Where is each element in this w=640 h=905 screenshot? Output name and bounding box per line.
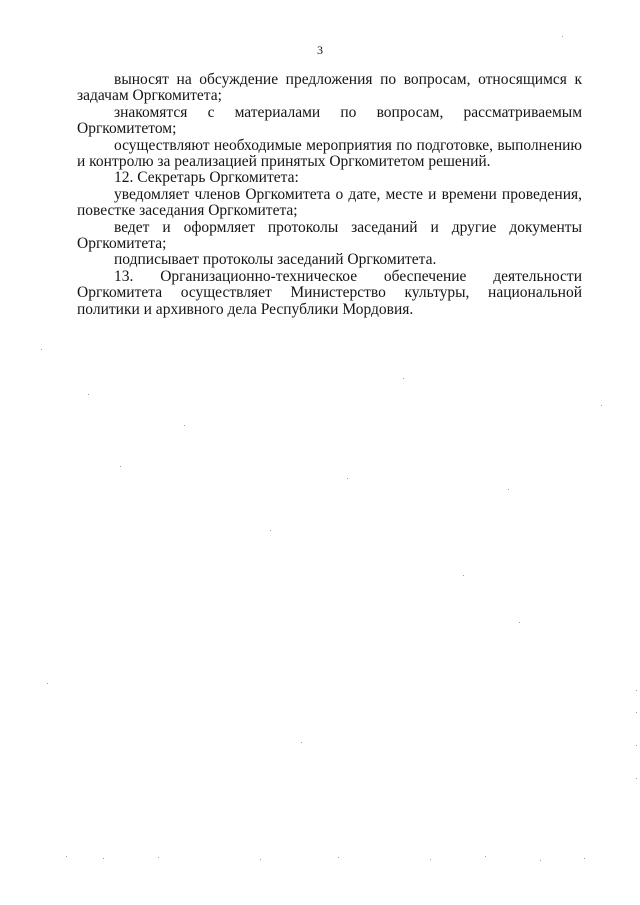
scan-speck [158, 857, 159, 858]
scan-speck [270, 530, 271, 531]
paragraph-technical-support: 13. Организационно-техническое обеспечение деятельности Оргкомитета осуществляет Министерство культуры, национальной политики и архивного дела Республики Мордовия. [77, 267, 582, 318]
scan-speck [485, 856, 486, 857]
paragraph-signs: подписывает протоколы заседаний Оргкомитета. [114, 251, 437, 269]
scan-speck [347, 478, 348, 479]
scan-speck [519, 622, 520, 623]
scan-speck [338, 857, 339, 858]
page-number: 3 [317, 43, 323, 57]
scan-speck [562, 36, 563, 37]
paragraph-proposals: выносят на обсуждение предложения по вопросам, относящимся к задачам Оргкомитета; [77, 71, 582, 105]
scan-speck [88, 394, 89, 395]
scan-speck [430, 859, 431, 860]
scan-speck [601, 405, 602, 406]
scan-speck [41, 349, 42, 350]
paragraph-measures: осуществляют необходимые мероприятия по подготовке, выполнению и контролю за реализацией принятых Оргкомитетом решений. [77, 136, 582, 171]
scan-speck [540, 860, 541, 861]
paragraph-notifies: уведомляет членов Оргкомитета о дате, месте и времени проведения, повестке заседания Оргкомитета; [77, 185, 582, 220]
scan-speck [636, 778, 637, 779]
scan-speck [636, 712, 637, 713]
scan-speck [508, 489, 509, 490]
paragraph-secretary-heading: 12. Секретарь Оргкомитета: [114, 169, 299, 187]
scan-speck [463, 575, 464, 576]
paragraph-materials: знакомятся с материалами по вопросам, рассматриваемым Оргкомитетом; [77, 103, 582, 138]
scan-speck [403, 378, 404, 379]
scan-speck [66, 856, 67, 857]
scan-speck [47, 683, 48, 684]
scan-speck [184, 425, 185, 426]
scan-speck [103, 858, 104, 859]
scan-speck [584, 858, 585, 859]
paragraph-minutes: ведет и оформляет протоколы заседаний и другие документы Оргкомитета; [77, 218, 582, 253]
scan-speck [301, 742, 302, 743]
scan-speck [636, 690, 637, 691]
scan-speck [636, 745, 637, 746]
scan-speck [260, 859, 261, 860]
scan-speck [120, 466, 121, 467]
document-body [77, 72, 582, 318]
